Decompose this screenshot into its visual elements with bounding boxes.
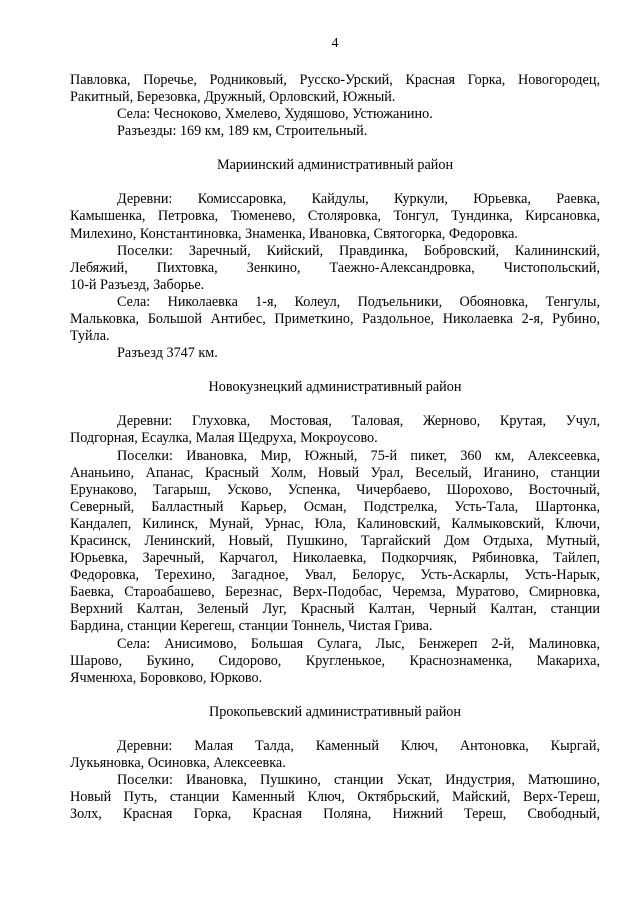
text-line: Ананьино, Апанас, Красный Холм, Новый Урал, Веселый, Иганино, станции: [70, 464, 600, 481]
novokuznetsky-derevni: [70, 413, 600, 447]
text-line: Мальковка, Большой Антибес, Приметкино, Раздольное, Николаевка 2-я, Рубино,: [70, 311, 600, 328]
prokopyevsky-derevni: [70, 738, 600, 772]
prokopyevsky-poselki: [70, 772, 600, 823]
text-line: Красинск, Ленинский, Новый, Пушкино, Таргайский Дом Отдыха, Мутный,: [70, 532, 600, 549]
text-line: Лебяжий, Пихтовка, Зенкино, Таежно-Александровка, Чистопольский,: [70, 259, 600, 276]
text-line: Деревни: Малая Талда, Каменный Ключ, Антоновка, Кыргай,: [117, 737, 600, 754]
page-number: 4: [331, 36, 339, 51]
text-line: Павловка, Поречье, Родниковый, Русско-Урский, Красная Горка, Новогородец,: [70, 72, 600, 88]
text-line: Туйла.: [70, 328, 110, 345]
text-line: 10-й Разъезд, Заборье.: [70, 276, 205, 293]
text-line: Поселки: Заречный, Кийский, Правдинка, Бобровский, Калининский,: [117, 242, 600, 259]
text-line: Села: Анисимово, Большая Сулага, Лыс, Бенжереп 2-й, Малиновка,: [117, 635, 600, 652]
text-line: Новый Путь, станции Каменный Ключ, Октябрьский, Майский, Верх-Тереш,: [70, 789, 600, 806]
text-line: Подгорная, Есаулка, Малая Щедруха, Мокроусово.: [70, 430, 378, 447]
text-line: Ячменюха, Боровково, Юрково.: [70, 669, 263, 686]
text-line: Милехино, Константиновка, Знаменка, Ивановка, Святогорка, Федоровка.: [70, 225, 518, 242]
mariinsky-sela: [70, 294, 600, 345]
text-line: Села: Чесноково, Хмелево, Худяшово, Устюжанино.: [117, 106, 433, 123]
text-line: Села: Николаевка 1-я, Колеул, Подъельники, Обояновка, Тенгулы,: [117, 293, 600, 310]
text-line: Ерунаково, Тагарыш, Усково, Успенка, Чичербаево, Шорохово, Восточный,: [70, 481, 600, 498]
text-line: Поселки: Ивановка, Пушкино, станции Ускат, Индустрия, Матюшино,: [117, 772, 600, 788]
section-heading-novokuznetsky: Новокузнецкий административный район: [208, 379, 462, 396]
text-line: Разъезд 3747 км.: [117, 345, 218, 362]
mariinsky-derevni: [70, 191, 600, 242]
text-line: Бардина, станции Керегеш, станции Тоннель, Чистая Грива.: [70, 618, 433, 635]
text-line: Верхний Калтан, Зеленый Луг, Красный Калтан, Черный Калтан, станции: [70, 601, 600, 618]
text-line: Камышенка, Петровка, Тюменево, Столяровка, Тонгул, Тундинка, Кирсановка,: [70, 208, 600, 225]
text-line: Юрьевка, Заречный, Карчагол, Николаевка, Подкорчияк, Рябиновка, Тайлеп,: [70, 550, 600, 567]
text-line: Разъезды: 169 км, 189 км, Строительный.: [117, 123, 368, 140]
text-line: Федоровка, Терехино, Загадное, Увал, Белорус, Усть-Аскарлы, Усть-Нарык,: [70, 567, 600, 584]
mariinsky-poselki: [70, 243, 600, 294]
section-heading-prokopyevsky: Прокопьевский административный район: [209, 703, 461, 720]
text-line: Кандалеп, Килинск, Мунай, Урнас, Юла, Калиновский, Калмыковский, Ключи,: [70, 515, 600, 532]
intro-razezdy: [70, 123, 600, 140]
text-line: Деревни: Комиссаровка, Кайдулы, Куркули, Юрьевка, Раевка,: [117, 191, 600, 208]
novokuznetsky-poselki: [70, 448, 600, 636]
text-line: Баевка, Староабашево, Березнас, Верх-Подобас, Черемза, Муратово, Смирновка,: [70, 584, 600, 601]
text-line: Золх, Красная Горка, Красная Поляна, Нижний Тереш, Свободный,: [70, 806, 600, 823]
text-line: Шарово, Букино, Сидорово, Кругленькое, Краснознаменка, Макариха,: [70, 652, 600, 669]
text-line: Поселки: Ивановка, Мир, Южный, 75-й пикет, 360 км, Алексеевка,: [117, 447, 600, 464]
text-line: Ракитный, Березовка, Дружный, Орловский, Южный.: [70, 89, 396, 106]
text-line: Деревни: Глуховка, Мостовая, Таловая, Жерново, Крутая, Учул,: [117, 413, 600, 430]
mariinsky-razezd: [70, 345, 600, 362]
novokuznetsky-sela: [70, 636, 600, 687]
section-heading-mariinsky: Мариинский административный район: [216, 157, 454, 174]
text-line: Лукьяновка, Осиновка, Алексеевка.: [70, 754, 286, 771]
text-line: Северный, Балластный Карьер, Осман, Подстрелка, Усть-Тала, Шартонка,: [70, 498, 600, 515]
intro-sela: [70, 106, 600, 123]
document-page: [70, 36, 600, 823]
intro-paragraph: [70, 72, 600, 106]
